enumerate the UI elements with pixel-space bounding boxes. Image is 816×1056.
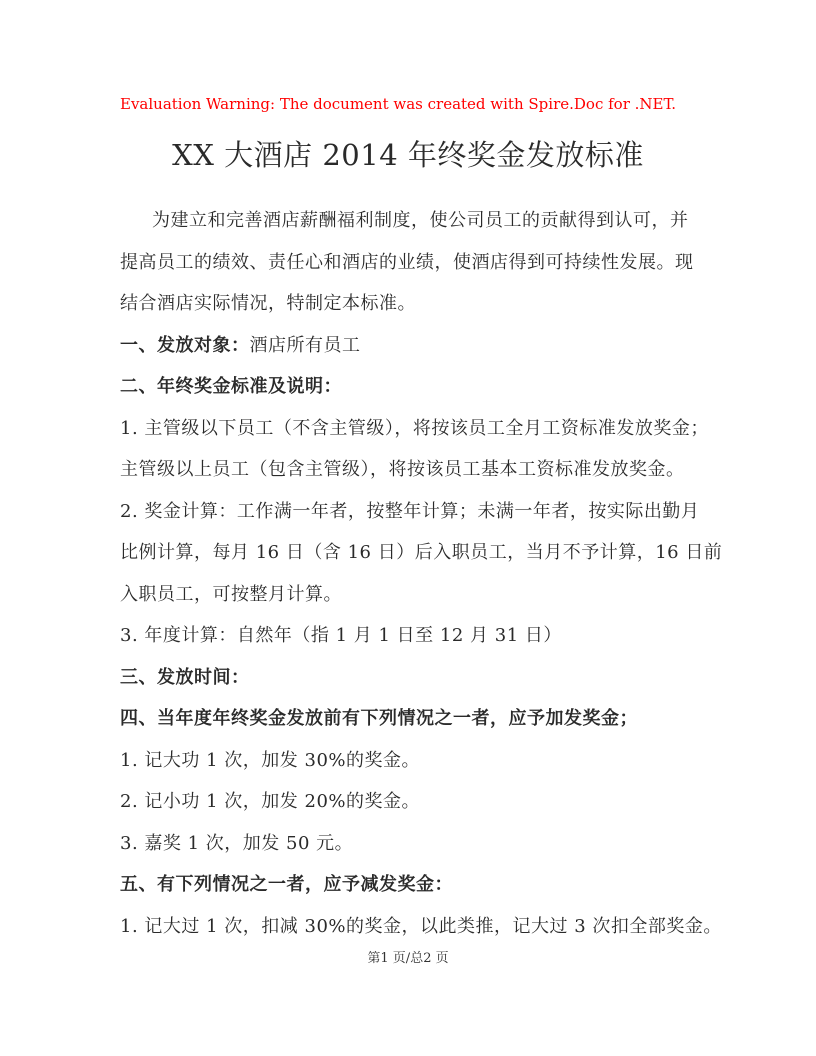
document-line	[120, 657, 696, 699]
document-line	[120, 491, 700, 533]
text-segment: 入职员工，可按整月计算。	[120, 583, 342, 605]
page-number-footer: 第1 页/总2 页	[367, 951, 449, 966]
document-line	[120, 574, 696, 616]
document-line	[120, 781, 696, 823]
document-line	[120, 864, 696, 906]
document-line	[120, 906, 722, 948]
document-line	[120, 408, 709, 450]
document-body	[120, 200, 723, 947]
text-segment: 四、当年度年终奖金发放前有下列情况之一者，应予加发奖金；	[120, 708, 638, 729]
document-line	[120, 242, 696, 284]
document-line	[120, 740, 696, 782]
document-line	[120, 449, 696, 491]
document-line	[120, 283, 696, 325]
text-segment: 比例计算，每月 16 日（含 16 日）后入职员工，当月不予计算，16 日前	[120, 542, 723, 563]
document-line	[120, 823, 696, 865]
text-segment: 2. 记小功 1 次，加发 20%的奖金。	[120, 791, 421, 812]
text-segment: 1. 记大过 1 次，扣减 30%的奖金，以此类推，记大过 3 次扣全部奖金。	[120, 915, 722, 937]
text-segment: 2. 奖金计算：工作满一年者，按整年计算；未满一年者，按实际出勤月	[120, 500, 700, 522]
document-line	[120, 366, 696, 408]
evaluation-warning-text: Evaluation Warning: The document was created with Spire.Doc for .NET.	[120, 95, 677, 113]
text-segment: 主管级以上员工（包含主管级），将按该员工基本工资标准发放奖金。	[120, 459, 685, 480]
text-segment: 三、发放时间：	[120, 666, 250, 688]
text-segment: 提高员工的绩效、责任心和酒店的业绩，使酒店得到可持续性发展。现	[120, 251, 694, 273]
document-line	[120, 325, 696, 367]
text-segment: 1. 主管级以下员工（不含主管级），将按该员工全月工资标准发放奖金；	[120, 417, 709, 439]
text-segment: 酒店所有员工	[249, 334, 361, 356]
text-segment: 五、有下列情况之一者，应予减发奖金：	[120, 874, 453, 895]
text-segment: 3. 年度计算：自然年（指 1 月 1 日至 12 月 31 日）	[120, 625, 562, 646]
document-title: XX 大酒店 2014 年终奖金发放标准	[172, 138, 644, 172]
text-segment: 结合酒店实际情况，特制定本标准。	[120, 293, 416, 314]
text-segment: 为建立和完善酒店薪酬福利制度，使公司员工的贡献得到认可，并	[152, 210, 689, 231]
document-line	[120, 615, 696, 657]
document-line	[120, 698, 696, 740]
text-segment: 二、年终奖金标准及说明：	[120, 376, 342, 397]
text-segment: 一、发放对象：	[120, 334, 250, 356]
document-line	[120, 532, 723, 574]
text-segment: 3. 嘉奖 1 次，加发 50 元。	[120, 832, 354, 854]
text-segment: 1. 记大功 1 次，加发 30%的奖金。	[120, 749, 421, 771]
document-line	[120, 200, 696, 242]
